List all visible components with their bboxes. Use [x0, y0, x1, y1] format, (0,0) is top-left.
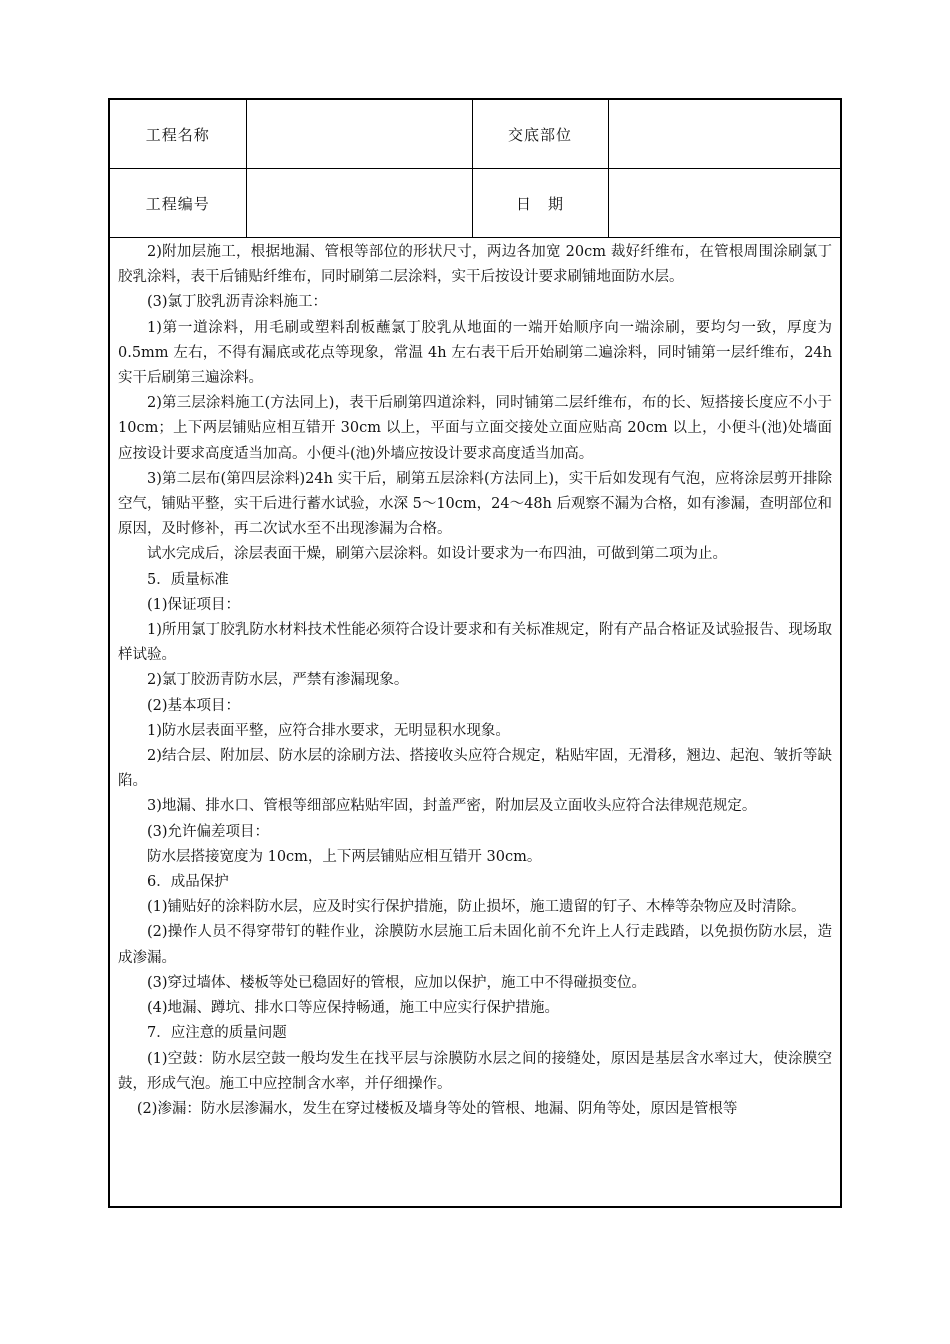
paragraph: 试水完成后，涂层表面干燥，刷第六层涂料。如设计要求为一布四油，可做到第二项为止。	[147, 546, 727, 563]
disclosure-form	[108, 98, 842, 1208]
project-number-label: 工程编号	[110, 169, 246, 238]
content-body	[110, 238, 840, 1122]
paragraph: 2)结合层、附加层、防水层的涂刷方法、搭接收头应符合规定，粘贴牢固，无滑移，翘边、起泡、皱折等缺陷。	[118, 748, 832, 790]
date-label: 日 期	[472, 169, 608, 238]
paragraph: (1)铺贴好的涂料防水层，应及时实行保护措施，防止损坏，施工遗留的钉子、木棒等杂物应及时清除。	[147, 899, 806, 916]
header-row-2	[110, 169, 840, 238]
paragraph: (2)渗漏：防水层渗漏水，发生在穿过楼板及墙身等处的管根、地漏、阴角等处，原因是管根等	[136, 1100, 738, 1117]
paragraph: (4)地漏、蹲坑、排水口等应保持畅通，施工中应实行保护措施。	[147, 1000, 560, 1017]
header-table	[110, 100, 840, 238]
paragraph: 1)第一道涂料，用毛刷或塑料刮板蘸氯丁胶乳从地面的一端开始顺序向一端涂刷，要均匀一致，厚度为 0.5mm 左右，不得有漏底或花点等现象，常温 4h 左右表干后开始刷第二遍涂料，同时铺第一层纤维布，24h 实干后刷第三遍涂料。	[118, 319, 832, 387]
section-heading: (3)氯丁胶乳沥青涂料施工：	[147, 294, 328, 311]
paragraph: 3)地漏、排水口、管根等细部应粘贴牢固，封盖严密，附加层及立面收头应符合法律规范规定。	[147, 798, 757, 815]
project-name-value	[246, 100, 472, 169]
project-name-label: 工程名称	[110, 100, 246, 169]
header-row-1	[110, 100, 840, 169]
paragraph: (2)操作人员不得穿带钉的鞋作业，涂膜防水层施工后未固化前不允许上人行走践踏，以免损伤防水层，造成渗漏。	[118, 924, 832, 966]
paragraph: 3)第二层布(第四层涂料)24h 实干后，刷第五层涂料(方法同上)，实干后如发现有气泡，应将涂层剪开排除空气，铺贴平整，实干后进行蓄水试验，水深 5～10cm，24～48h 后观察不漏为合格，如有渗漏，查明部位和原因，及时修补，再二次试水至不出现渗漏为合格。	[118, 470, 833, 538]
section-heading: (3)允许偏差项目：	[147, 823, 270, 840]
section-heading: 7．应注意的质量问题	[147, 1025, 287, 1042]
section-heading: 6．成品保护	[147, 874, 229, 891]
paragraph: (3)穿过墙体、楼板等处已稳固好的管根，应加以保护，施工中不得碰损变位。	[147, 974, 647, 991]
paragraph: 2)第三层涂料施工(方法同上)，表干后刷第四道涂料，同时铺第二层纤维布，布的长、短搭接长度应不小于 10cm；上下两层铺贴应相互错开 30cm 以上，平面与立面交接处立面应贴高 20cm 以上，小便斗(池)处墙面应按设计要求高度适当加高。小便斗(池)外墙应按设计要求高度适当加高。	[118, 395, 832, 462]
paragraph: 1)所用氯丁胶乳防水材料技术性能必须符合设计要求和有关标准规定，附有产品合格证及试验报告、现场取样试验。	[118, 622, 832, 664]
section-heading: 5．质量标准	[147, 571, 229, 588]
section-heading: (2)基本项目：	[147, 697, 241, 714]
paragraph: (1)空鼓：防水层空鼓一般均发生在找平层与涂膜防水层之间的接缝处，原因是基层含水率过大，使涂膜空鼓，形成气泡。施工中应控制含水率，并仔细操作。	[118, 1050, 832, 1092]
paragraph: 2)附加层施工，根据地漏、管根等部位的形状尺寸，两边各加宽 20cm 裁好纤维布，在管根周围涂刷氯丁胶乳涂料，表干后铺贴纤维布，同时刷第二层涂料，实干后按设计要求刷铺地面防水层。	[118, 244, 832, 286]
disclosure-location-value	[608, 100, 840, 169]
project-number-value	[246, 169, 472, 238]
paragraph: 2)氯丁胶沥青防水层，严禁有渗漏现象。	[147, 672, 409, 689]
paragraph: 防水层搭接宽度为 10cm，上下两层铺贴应相互错开 30cm。	[147, 848, 542, 865]
date-value	[608, 169, 840, 238]
paragraph: 1)防水层表面平整，应符合排水要求，无明显积水现象。	[147, 722, 510, 739]
section-heading: (1)保证项目：	[147, 596, 241, 613]
disclosure-location-label: 交底部位	[472, 100, 608, 169]
